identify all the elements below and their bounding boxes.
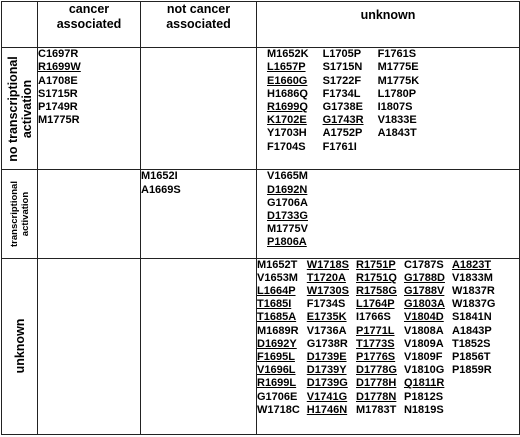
mutation-label: P1771L xyxy=(356,324,395,337)
mutation-label: W1718C xyxy=(257,403,300,416)
mutation-label: M1783T xyxy=(356,403,397,416)
mutation-label: F1761S xyxy=(377,48,417,61)
mutation-label: M1689R xyxy=(257,324,299,337)
mutation-label: I1807S xyxy=(377,100,413,113)
mutation-label: D1778G xyxy=(356,364,397,377)
mutation-label: P1806A xyxy=(267,236,307,249)
mutation-label: R1699Q xyxy=(267,100,308,113)
mutation-label: D1739E xyxy=(306,351,347,363)
mutation-list xyxy=(38,48,81,127)
mutation-list-col-2 xyxy=(323,48,364,154)
mutation-label: G1788V xyxy=(403,284,445,297)
cell-no-tx-not-cancer-associated xyxy=(141,48,257,170)
corner-cell xyxy=(2,2,38,48)
mutation-label: P1812S xyxy=(403,390,444,403)
header-cancer-associated-line-2: associated xyxy=(56,17,122,31)
mutation-label: A1708E xyxy=(38,74,78,87)
header-unknown-label: unknown xyxy=(360,8,416,22)
mutation-label: L1780P xyxy=(377,87,417,100)
row-label-transcriptional-activation xyxy=(2,170,38,258)
mutation-label: K1702E xyxy=(267,114,307,127)
row-label-tx-line-2: activation xyxy=(19,191,31,237)
mutation-label: V1741G xyxy=(306,390,348,403)
mutation-label: C1697R xyxy=(38,48,79,61)
header-cancer-associated xyxy=(38,2,141,48)
mutation-label: V1665M xyxy=(267,170,308,183)
mutation-label: T1773S xyxy=(356,337,395,350)
cell-unknown-unknown xyxy=(257,258,520,434)
mutation-label: P1856T xyxy=(451,351,491,363)
row-label-no-transcriptional-activation xyxy=(2,48,38,170)
mutation-label: E1660G xyxy=(267,74,308,87)
mutation-label: V1736A xyxy=(306,324,347,337)
header-row xyxy=(2,2,520,48)
mutation-label: S1715R xyxy=(38,87,78,100)
header-unknown xyxy=(257,2,520,48)
row-label-no-tx-line-1: no transcriptional xyxy=(5,55,20,162)
mutation-label: H1746N xyxy=(306,403,348,416)
mutation-label: V1808A xyxy=(403,324,444,337)
mutation-label: W1837R xyxy=(451,284,495,297)
mutation-label: G1738E xyxy=(322,100,363,113)
mutation-label: D1739G xyxy=(306,377,348,390)
mutation-label: F1734L xyxy=(322,87,361,100)
mutation-label: D1739Y xyxy=(306,364,347,377)
mutation-list-col-1 xyxy=(257,259,300,417)
cell-no-tx-cancer-associated xyxy=(38,48,141,170)
mutation-label: S1841N xyxy=(451,311,492,324)
row-unknown xyxy=(2,258,520,434)
mutation-label: L1705P xyxy=(322,48,362,61)
mutation-label: G1706E xyxy=(257,390,298,403)
mutation-label: H1686Q xyxy=(267,87,308,100)
mutation-label: T1685A xyxy=(257,311,297,324)
mutation-label: T1720A xyxy=(306,271,346,284)
mutation-label: F1695L xyxy=(257,351,295,363)
mutation-label: F1734S xyxy=(306,298,346,311)
mutation-label: W1730S xyxy=(306,284,349,297)
mutation-label: M1775K xyxy=(377,74,420,87)
mutation-label: I1766S xyxy=(356,311,391,324)
cell-unknown-cancer-associated xyxy=(38,258,141,434)
mutation-label: W1837G xyxy=(451,298,496,311)
header-not-cancer-associated-line-2: associated xyxy=(166,17,231,31)
row-label-transcriptional-activation-text xyxy=(9,181,31,247)
mutation-label: V1809F xyxy=(403,351,443,363)
mutation-label: T1685I xyxy=(257,298,292,311)
mutation-list-col-5 xyxy=(452,259,495,378)
cell-no-tx-unknown xyxy=(257,48,520,170)
mutation-label: T1852S xyxy=(451,337,491,350)
mutation-label: A1843T xyxy=(377,127,417,140)
mutation-list xyxy=(267,170,308,249)
mutation-label: G1803A xyxy=(403,298,445,311)
mutation-label: V1833E xyxy=(377,114,417,127)
mutation-label: D1778N xyxy=(356,390,397,403)
mutation-label: S1722F xyxy=(322,74,362,87)
cell-tx-unknown xyxy=(257,170,520,258)
mutation-label: A1669S xyxy=(141,183,181,196)
mutation-label: V1696L xyxy=(257,364,296,377)
mutation-label: S1715N xyxy=(322,61,363,74)
mutation-label: D1778H xyxy=(356,377,397,390)
mutation-label: V1653M xyxy=(257,271,298,284)
mutation-label: F1704S xyxy=(267,140,306,153)
mutation-classification-table xyxy=(1,1,520,435)
mutation-label: R1751Q xyxy=(356,271,397,284)
mutation-label: Y1703H xyxy=(267,127,307,140)
cell-unknown-not-cancer-associated xyxy=(141,258,257,434)
mutation-label: G1788D xyxy=(403,271,445,284)
cell-tx-cancer-associated xyxy=(38,170,141,258)
mutation-label: M1775E xyxy=(377,61,419,74)
mutation-list xyxy=(141,170,181,196)
mutation-label: G1743R xyxy=(322,114,364,127)
mutation-label: V1810G xyxy=(403,364,445,377)
row-transcriptional-activation xyxy=(2,170,520,258)
header-not-cancer-associated-line-1: not cancer xyxy=(166,2,231,16)
mutation-label: R1758G xyxy=(356,284,397,297)
mutation-list-col-1 xyxy=(267,48,309,154)
mutation-label: R1699L xyxy=(257,377,297,390)
mutation-label: Q1811R xyxy=(403,377,445,390)
mutation-label: V1833M xyxy=(451,271,493,284)
mutation-label: L1764P xyxy=(356,298,395,311)
mutation-label: G1738R xyxy=(306,337,348,350)
mutation-label: F1761I xyxy=(322,140,357,153)
mutation-list-col-3 xyxy=(356,259,397,417)
row-label-no-transcriptional-activation-text xyxy=(6,56,34,162)
mutation-label: M1652K xyxy=(267,48,309,61)
mutation-label: R1751P xyxy=(356,258,396,271)
mutation-label: R1699W xyxy=(38,61,81,74)
mutation-list-col-3 xyxy=(378,48,420,140)
header-cancer-associated-line-1: cancer xyxy=(68,2,110,16)
mutation-label: P1859R xyxy=(451,364,492,377)
mutation-label: E1735K xyxy=(306,311,347,324)
mutation-label: P1776S xyxy=(356,351,396,363)
mutation-label: L1664P xyxy=(257,284,296,297)
mutation-label: A1843P xyxy=(451,324,492,337)
mutation-label: N1819S xyxy=(403,403,444,416)
mutation-label: M1775V xyxy=(267,223,308,236)
mutation-label: G1706A xyxy=(267,196,308,209)
mutation-label: L1657P xyxy=(267,61,306,74)
mutation-list-col-2 xyxy=(307,259,349,417)
mutation-label: C1787S xyxy=(403,258,444,271)
mutation-label: M1775R xyxy=(38,114,80,127)
mutation-label: A1752P xyxy=(322,127,363,140)
mutation-label: V1809A xyxy=(403,337,444,350)
mutation-list-col-4 xyxy=(404,259,445,417)
row-label-unknown xyxy=(2,258,38,434)
mutation-label: D1692N xyxy=(267,183,308,196)
row-label-unknown-text: unknown xyxy=(12,318,27,374)
mutation-label: M1652T xyxy=(257,258,298,271)
row-label-tx-line-1: transcriptional xyxy=(8,180,20,247)
mutation-label: V1804D xyxy=(403,311,444,324)
mutation-label: D1692Y xyxy=(257,337,297,350)
cell-tx-not-cancer-associated xyxy=(141,170,257,258)
mutation-label: A1823T xyxy=(451,258,492,271)
mutation-label: W1718S xyxy=(306,258,349,271)
row-no-transcriptional-activation xyxy=(2,48,520,170)
row-label-no-tx-line-2: activation xyxy=(19,79,34,138)
header-not-cancer-associated xyxy=(141,2,257,48)
mutation-label: M1652I xyxy=(141,170,178,183)
mutation-label: P1749R xyxy=(38,100,78,113)
mutation-label: D1733G xyxy=(267,209,308,222)
